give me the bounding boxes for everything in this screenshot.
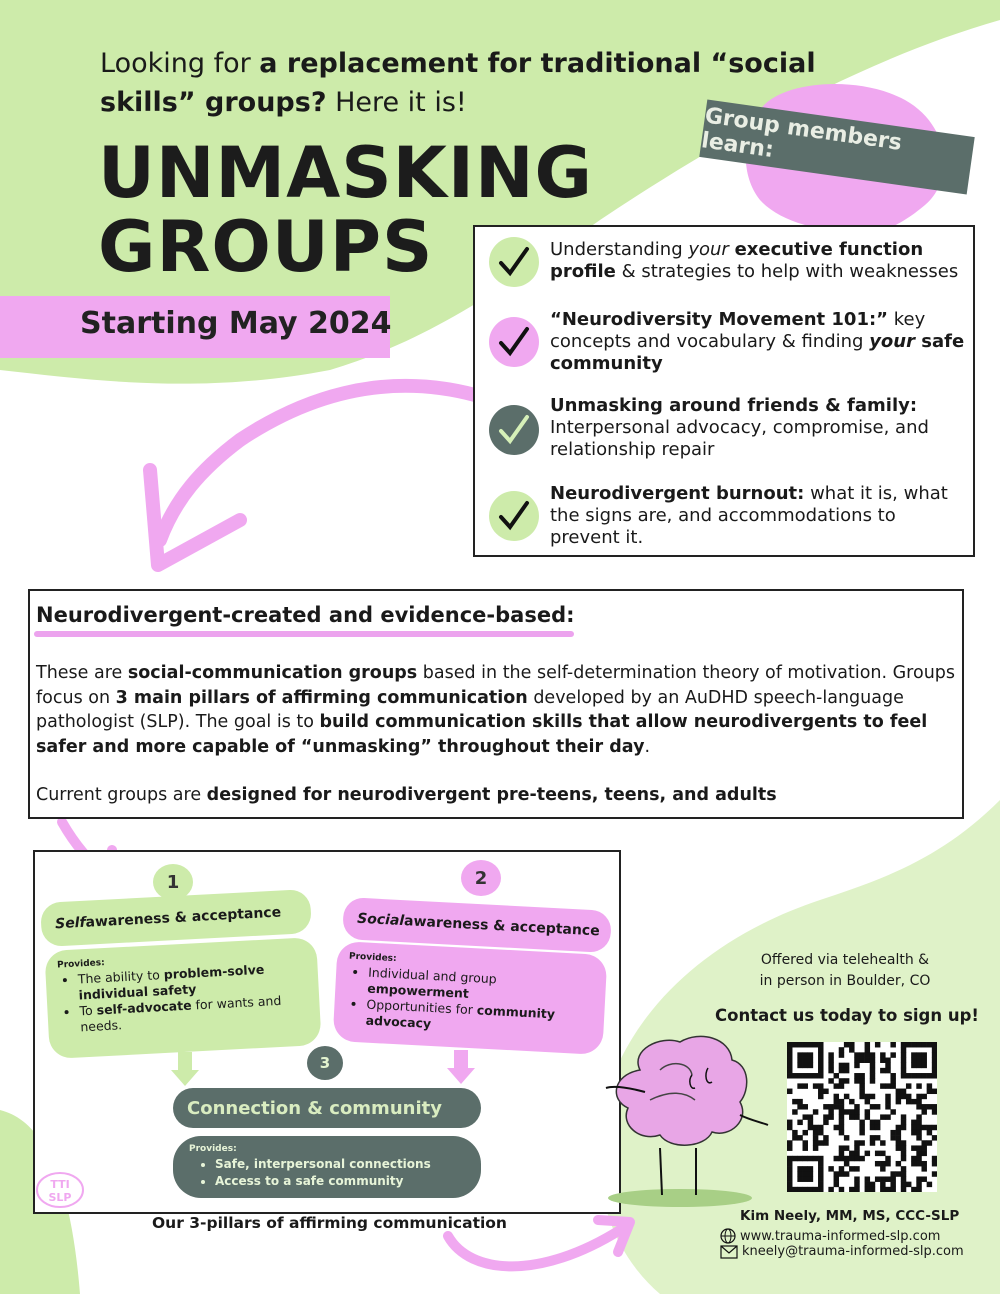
p1i1-b: problem-solve individual safety	[78, 961, 265, 1003]
check-icon	[489, 405, 539, 455]
check-icon	[489, 491, 539, 541]
check-icon	[489, 317, 539, 367]
ev1-f: build communication skills that allow neurodivergents to feel safer and more capable of “unmasking” throughout their day	[36, 712, 928, 757]
tti-slp-logo	[35, 1170, 85, 1210]
svg-text:SLP: SLP	[48, 1191, 72, 1204]
heading-underline	[34, 631, 574, 637]
learn-2-a: “Neurodiversity Movement 101:”	[550, 309, 888, 330]
ev1-b: social-communication groups	[127, 663, 418, 683]
learn-3-b: Interpersonal advocacy, compromise, and relationship repair	[550, 417, 929, 460]
check-icon	[489, 237, 539, 287]
title-line-1: UNMASKING	[98, 132, 594, 214]
ev1-d: 3 main pillars of affirming communication	[115, 687, 528, 708]
intro-tail: Here it is!	[326, 87, 467, 118]
intro-lead: Looking for	[100, 48, 260, 79]
envelope-icon	[720, 1245, 738, 1259]
evidence-paragraph-2	[36, 783, 956, 808]
pillar-3-item: • Safe, interpersonal connections	[215, 1156, 465, 1173]
p1i2-c: for wants and needs.	[79, 992, 282, 1035]
learn-4-a: Neurodivergent burnout:	[550, 483, 805, 504]
evidence-box	[28, 589, 964, 819]
pillars-caption: Our 3-pillars of affirming communication	[152, 1214, 507, 1232]
pillar-1-heading-em: Self	[54, 914, 87, 933]
learn-2-d: safe community	[550, 331, 965, 374]
pillar-3-heading: Connection & community	[173, 1088, 481, 1128]
p2i2-b: community advocacy	[365, 1002, 556, 1031]
globe-icon	[720, 1228, 736, 1244]
learn-tag: Group members learn:	[699, 99, 974, 194]
learn-3-a: Unmasking around friends & family:	[550, 395, 918, 416]
qr-code-graphic	[787, 1042, 937, 1192]
evidence-heading: Neurodivergent-created and evidence-based:	[36, 603, 575, 627]
pillar-2-heading-rest: awareness & acceptance	[403, 913, 601, 940]
pillar-3-item: • Access to a safe community	[215, 1173, 465, 1190]
learn-4-b: what it is, what the signs are, and accommodations to prevent it.	[550, 483, 948, 548]
signature: Kim Neely, MM, MS, CCC-SLP	[740, 1208, 960, 1224]
pillar-2-heading-em: Social	[356, 910, 405, 930]
ev1-c: based in the self-determination theory of motivation. Groups focus on	[36, 663, 956, 708]
website-row[interactable]	[720, 1228, 940, 1244]
contact-cta: Contact us today to sign up!	[715, 1006, 979, 1025]
p1i1-a: The ability to	[77, 966, 165, 987]
ev2-b: designed for neurodivergent pre-teens, teens, and adults	[206, 785, 777, 805]
email-row[interactable]	[720, 1244, 964, 1259]
title-line-2: GROUPS	[98, 206, 434, 288]
learn-1-b: your	[688, 239, 729, 260]
pillar-1-number: 1	[153, 864, 193, 900]
qr-code-icon[interactable]	[787, 1042, 937, 1192]
learn-1-a: Understanding	[550, 239, 689, 260]
ev2-a: Current groups are	[36, 785, 207, 805]
intro-bold: a replacement for traditional “social skills” groups?	[100, 48, 816, 118]
learn-2-c: your	[869, 331, 915, 352]
pillar-3-number: 3	[307, 1046, 343, 1080]
pillar-1-provides: Provides:	[56, 958, 105, 971]
pillar-2-provides: Provides:	[348, 951, 397, 965]
pillar-2-number: 2	[461, 860, 501, 896]
offered-line-1: Offered via telehealth &	[760, 952, 930, 968]
pillar-3-body	[173, 1136, 481, 1198]
p1i2-b: self-advocate	[96, 997, 192, 1018]
offered-line-2: in person in Boulder, CO	[759, 973, 931, 989]
website-link[interactable]: www.trauma-informed-slp.com	[740, 1228, 941, 1244]
p2i2-a: Opportunities for	[366, 996, 478, 1018]
learn-1-d: executive function profile	[550, 239, 924, 282]
learn-item-4	[550, 483, 970, 549]
p1i2-a: To	[79, 1002, 98, 1019]
learn-2-b: key concepts and vocabulary & finding	[550, 309, 926, 352]
p2i1-a: Individual and group	[367, 964, 498, 987]
ev1-g: .	[644, 736, 651, 757]
pillars-diagram	[33, 850, 621, 1214]
pillar-1-heading-rest: awareness & acceptance	[85, 904, 282, 931]
offered-text	[745, 950, 945, 992]
ev1-e: developed by an AuDHD speech-language pathologist (SLP). The goal is to	[36, 687, 904, 732]
email-link[interactable]: kneely@trauma-informed-slp.com	[742, 1244, 964, 1259]
learn-1-e: & strategies to help with weaknesses	[615, 261, 959, 282]
learn-item-3	[550, 395, 970, 461]
learn-item-1	[550, 239, 970, 283]
brain-character-illustration	[600, 1030, 780, 1210]
ev1-a: These are	[36, 663, 128, 683]
p2i1-b: empowerment	[366, 980, 470, 1001]
learn-item-2	[550, 309, 970, 375]
start-date: Starting May 2024	[80, 306, 392, 341]
evidence-paragraph-1	[36, 661, 956, 759]
svg-text:TTI: TTI	[50, 1178, 70, 1191]
pillar-3-provides: Provides:	[189, 1144, 237, 1154]
learn-box	[473, 225, 975, 557]
